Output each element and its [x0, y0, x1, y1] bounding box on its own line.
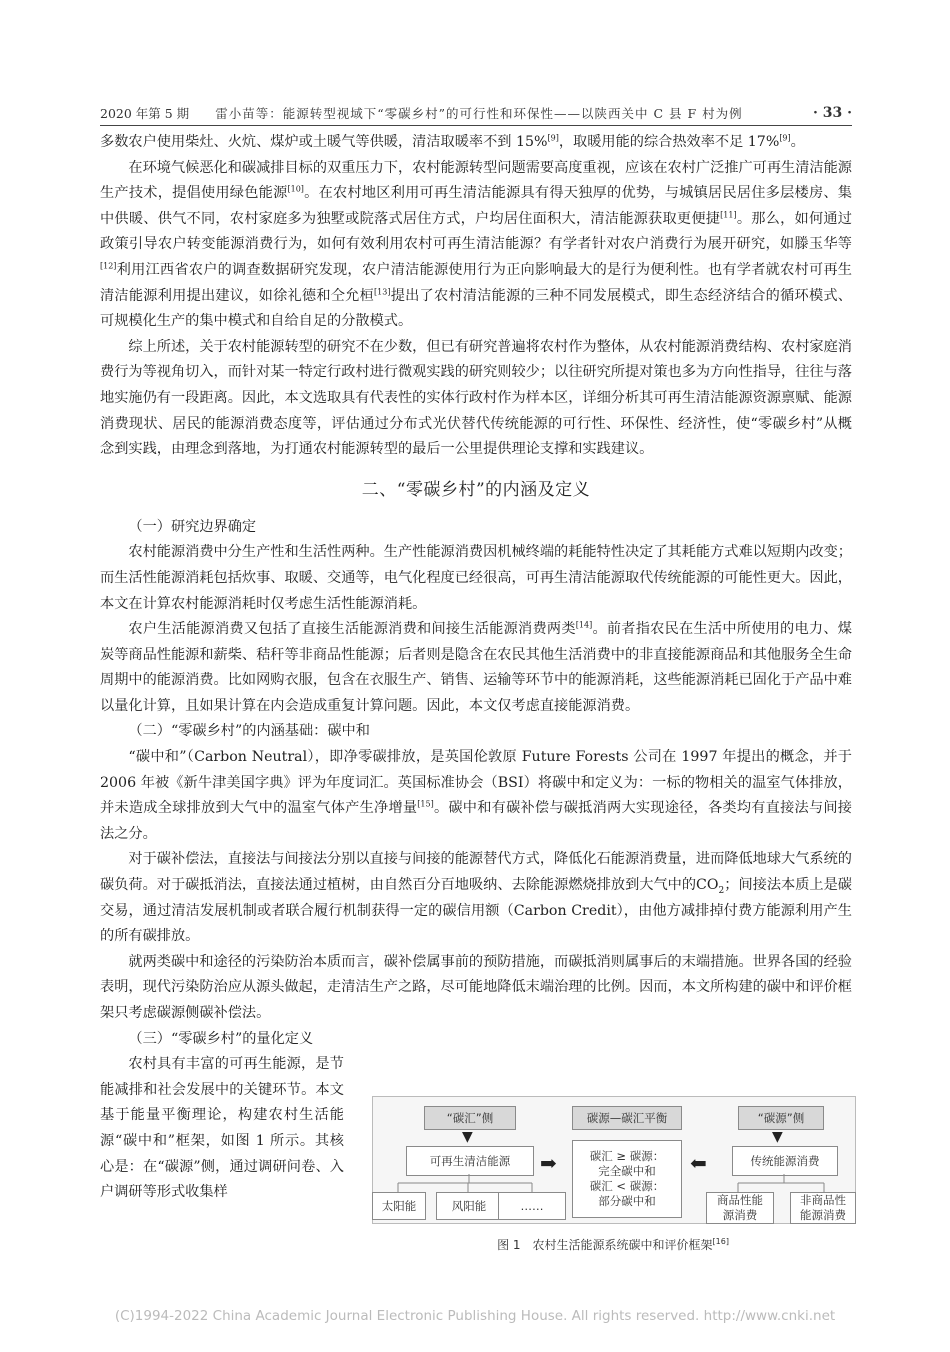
running-header [100, 104, 852, 122]
running-title: 雷小苗等：能源转型视域下“零碳乡村”的可行性和环保性——以陕西关中 C 县 F 村为例 [215, 106, 743, 121]
paragraph: 在环境气候恶化和碳减排目标的双重压力下，农村能源转型问题需要高度重视，应该在农村广泛推广可再生清洁能源生产技术，提倡使用绿色能源[10]。在农村地区利用可再生清洁能源具有得天独厚的优势，与城镇居民居住多层楼房、集中供暖、供气不同，农村家庭多为独墅或院落式居住方式，户均居住面积大，清洁能源获取更便捷[11]。那么，如何通过政策引导农户转变能源消费行为，如何有效利用农村可再生清洁能源？有学者针对农户消费行为展开研究，如滕玉华等[12]利用江西省农户的调查数据研究发现，农户清洁能源使用行为正向影响最大的是行为便利性。也有学者就农村可再生清洁能源利用提出建议，如徐礼德和仝允桓[13]提出了农村清洁能源的三种不同发展模式，即生态经济结合的循环模式、可规模化生产的集中模式和自给自足的分散模式。 [100, 159, 852, 330]
citation: [15] [417, 799, 434, 809]
paragraph: 对于碳补偿法，直接法与间接法分别以直接与间接的能源替代方式，降低化石能源消费量，进而降低地球大气系统的碳负荷。对于碳抵消法，直接法通过植树，由自然百分百地吸纳、去除能源燃烧排放到大气中的$CO_2$；间接法本质上是碳交易，通过清洁发展机制或者联合履行机制获得一定的碳信用额（Carbon Credit），由他方减排掉付费方能源利用产生的所有碳排放。 [100, 851, 852, 945]
paragraph: 综上所述，关于农村能源转型的研究不在少数，但已有研究普遍将农村作为整体，从农村能源消费结构、农村家庭消费行为等视角切入，而针对某一特定行政村进行微观实践的研究则较少；以往研究所提对策也多为方向性指导，往往与落地实施仍有一段距离。因此，本文选取具有代表性的实体行政村作为样本区，详细分析其可再生清洁能源资源禀赋、能源消费现状、居民的能源消费态度等，评估通过分布式光伏替代传统能源的可行性、环保性、经济性，使“零碳乡村”从概念到实践，由理念到落地，为打通农村能源转型的最后一公里提供理论支撑和实践建议。 [100, 338, 852, 458]
solar-box: 太阳能 [372, 1192, 426, 1220]
paragraph: 农村具有丰富的可再生能源，是节能减排和社会发展中的关键环节。本文基于能量平衡理论，构建农村生活能源“碳中和”框架，如图 1 所示。其核心是：在“碳源”侧，通过调研问卷、入户调研等形式收集样 [100, 1056, 344, 1201]
subsection-heading: （三）“零碳乡村”的量化定义 [128, 1030, 314, 1047]
tree-connector [372, 1174, 572, 1194]
noncommercial-energy-box: 非商品性 能源消费 [790, 1192, 856, 1224]
paragraph: “碳中和”（Carbon Neutral），即净零碳排放，是英国伦敦原 Future Forests 公司在 1997 年提出的概念，并于 2006 年被《新牛津美国字典》评为年度词汇。英国标准协会（BSI）将碳中和定义为：一标的物相关的温室气体排放，并未造成全球排放到大气中的温室气体产生净增量[15]。碳中和有碳补偿与碳抵消两大实现途径，各类均有直接法与间接法之分。 [100, 749, 852, 842]
down-arrow-icon: ▼ [462, 1129, 473, 1145]
figure-1 [372, 1096, 854, 1256]
copyright-footer: (C)1994-2022 China Academic Journal Electronic Publishing House. All rights reserved. http://www.cnki.net [114, 1308, 836, 1324]
section-heading: 二、“零碳乡村”的内涵及定义 [361, 479, 591, 500]
year-issue: 2020 年第 5 期 [100, 106, 190, 121]
left-arrow-icon: ⬅ [690, 1151, 707, 1175]
paragraph: 多数农户使用柴灶、火炕、煤炉或土暖气等供暖，清洁取暖率不到 15%[9]，取暖用能的综合热效率不足 17%[9]。 [100, 133, 805, 150]
subsection-heading: （一）研究边界确定 [128, 518, 257, 535]
citation: [13] [374, 286, 391, 296]
tree-connector [702, 1174, 852, 1194]
article-body [100, 130, 852, 1206]
wind-box: 风阳能 [436, 1192, 502, 1220]
renewable-energy-box: 可再生清洁能源 [406, 1146, 534, 1176]
sink-side-label: “碳汇”侧 [424, 1106, 516, 1130]
citation: [12] [100, 261, 117, 271]
paragraph: 农村能源消费中分生产性和生活性两种。生产性能源消费因机械终端的耗能特性决定了其耗能方式难以短期内改变；而生活性能源消耗包括炊事、取暖、交通等，电气化程度已经很高，可再生清洁能源取代传统能源的可能性更大。因此，本文在计算农村能源消耗时仅考虑生活性能源消耗。 [100, 544, 852, 612]
traditional-energy-box: 传统能源消费 [732, 1146, 838, 1176]
more-box: …… [498, 1192, 566, 1220]
citation: [9] [779, 133, 791, 143]
citation: [14] [575, 620, 593, 630]
subscript: 2 [718, 885, 725, 896]
down-arrow-icon: ▼ [772, 1129, 783, 1145]
figure-caption: 图 1 农村生活能源系统碳中和评价框架[16] [497, 1237, 729, 1252]
balance-title: 碳源—碳汇平衡 [572, 1106, 682, 1130]
source-side-label: “碳源”侧 [738, 1106, 824, 1130]
left-column [100, 1027, 344, 1206]
citation: [9] [547, 133, 559, 143]
subsection-heading: （二）“零碳乡村”的内涵基础：碳中和 [128, 723, 370, 740]
header-rule [100, 125, 852, 126]
balance-box: 碳汇 ≥ 碳源： 完全碳中和 碳汇 < 碳源： 部分碳中和 [572, 1140, 682, 1218]
citation: [11] [720, 210, 737, 220]
right-arrow-icon: ➡ [540, 1151, 557, 1175]
paragraph: 就两类碳中和途径的污染防治本质而言，碳补偿属事前的预防措施，而碳抵消则属事后的末端措施。世界各国的经验表明，现代污染防治应从源头做起，走清洁生产之路，尽可能地降低末端治理的比例。因而，本文所构建的碳中和评价框架只考虑碳源侧碳补偿法。 [100, 953, 852, 1021]
commercial-energy-box: 商品性能 源消费 [706, 1192, 774, 1224]
page-number: · 33 · [813, 105, 852, 121]
paragraph: 农户生活能源消费又包括了直接生活能源消费和间接生活能源消费两类[14]。前者指农民在生活中所使用的电力、煤炭等商品性能源和薪柴、秸秆等非商品性能源；后者则是隐含在农民其他生活消费中的非直接能源商品和其他服务全生命周期中的能源消费。比如网购衣服，包含在衣服生产、销售、运输等环节中的能源消耗，这些能源消耗已固化于产品中难以量化计算，且如果计算在内会造成重复计算问题。因此，本文仅考虑直接能源消费。 [100, 620, 852, 714]
citation: [10] [287, 184, 304, 194]
